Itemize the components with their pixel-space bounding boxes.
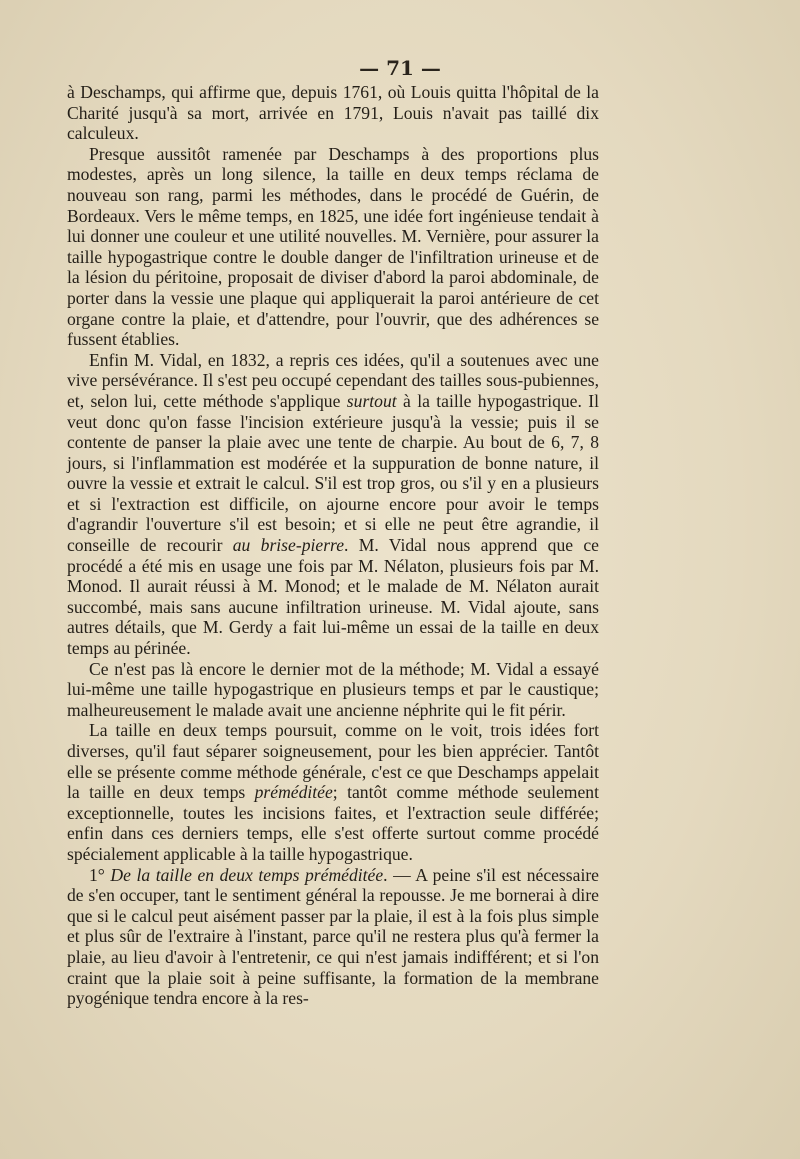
text-segment: La taille en deux temps poursuit, comme on le voit, trois idées fort diverses, qu'il faut séparer soigneusement, pour les bien apprécier. Tantôt elle se présente comme méthode générale, c'est ce que Deschamps appelait la taille en deux temps	[67, 720, 599, 803]
italic-text: surtout	[346, 390, 397, 411]
text-segment: 1°	[89, 864, 111, 885]
italic-text: préméditée	[254, 782, 333, 803]
text-segment: . M. Vidal nous apprend que ce procédé a été mis en usage une fois par M. Nélaton, plusieurs fois par M. Monod. Il aurait réussi à M. Monod; et le malade de M. Nélaton aurait succombé, mais sans aucune infiltration urineuse. M. Vidal ajoute, sans autres détails, que M. Gerdy a fait lui-même un essai de la taille en deux temps au périnée.	[67, 535, 599, 659]
text-segment: Presque aussitôt ramenée par Deschamps à des proportions plus modestes, après un long silence, la taille en deux temps réclama de nouveau son rang, parmi les méthodes, dans le procédé de Guérin, de Bordeaux. Vers le même temps, en 1825, une idée fort ingénieuse tendait à lui donner une couleur et une utilité nouvelles. M. Vernière, pour assurer la taille hypogastrique contre le double danger de l'infiltration urineuse et de la lésion du péritoine, proposait de diviser d'abord la paroi abdominale, de porter dans la vessie une plaque qui appliquerait la paroi antérieure de cet organe contre la plaie, et d'attendre, pour l'ouvrir, que des adhérences se fussent établies.	[67, 143, 599, 350]
paragraph	[67, 865, 599, 1009]
italic-text: au brise-pierre	[232, 535, 345, 556]
text-segment: à la taille hypogastrique. Il veut donc qu'on fasse l'incision extérieure jusqu'à la vessie; puis il se contente de panser la plaie avec une tente de charpie. Au bout de 6, 7, 8 jours, si l'inflammation est modérée et la suppuration de bonne nature, il ouvre la vessie et extrait le calcul. S'il est trop gros, ou s'il y en a plusieurs et si l'extraction est difficile, on ajourne encore pour avoir le temps d'agrandir l'ouverture s'il est besoin; et si elle ne peut être agrandie, il conseille de recourir	[67, 390, 600, 556]
italic-text: De la taille en deux temps préméditée	[110, 864, 384, 885]
paragraph	[67, 720, 599, 864]
paragraph	[67, 659, 599, 721]
paragraph	[67, 350, 599, 659]
paragraph	[67, 82, 599, 144]
text-segment: Enfin M. Vidal, en 1832, a repris ces idées, qu'il a soutenues avec une vive persévérance. Il s'est peu occupé cependant des tailles sous-pubiennes, et, selon lui, cette méthode s'applique	[67, 349, 599, 411]
text-segment: Ce n'est pas là encore le dernier mot de la méthode; M. Vidal a essayé lui-même une taille hypogastrique en plusieurs temps et par le caustique; malheureusement le malade avait une ancienne néphrite qui le fit périr.	[67, 658, 599, 720]
page-number: — 71 —	[359, 56, 441, 80]
text-segment: à Deschamps, qui affirme que, depuis 1761, où Louis quitta l'hôpital de la Charité jusqu'à sa mort, arrivée en 1791, Louis n'avait pas taillé dix calculeux.	[67, 82, 599, 144]
text-segment: ; tantôt comme méthode seulement exceptionnelle, toutes les incisions faites, et l'extraction seule différée; enfin dans ces derniers temps, elle s'est offerte surtout comme procédé spécialement applicable à la taille hypogastrique.	[67, 782, 599, 864]
paragraph	[67, 144, 599, 350]
text-segment: . — A peine s'il est nécessaire de s'en occuper, tant le sentiment général la repousse. Je me bornerai à dire que si le calcul peut aisément passer par la plaie, il est à la fois plus simple et plus sûr de l'extraire à l'instant, parce qu'il ne restera plus qu'à fermer la plaie, au lieu d'avoir à l'entretenir, ce qui n'est jamais indifférent; et si l'on craint que la plaie soit à peine suffisante, la formation de la membrane pyogénique tendra encore à la res-	[67, 864, 599, 1009]
body-text	[67, 82, 599, 1009]
